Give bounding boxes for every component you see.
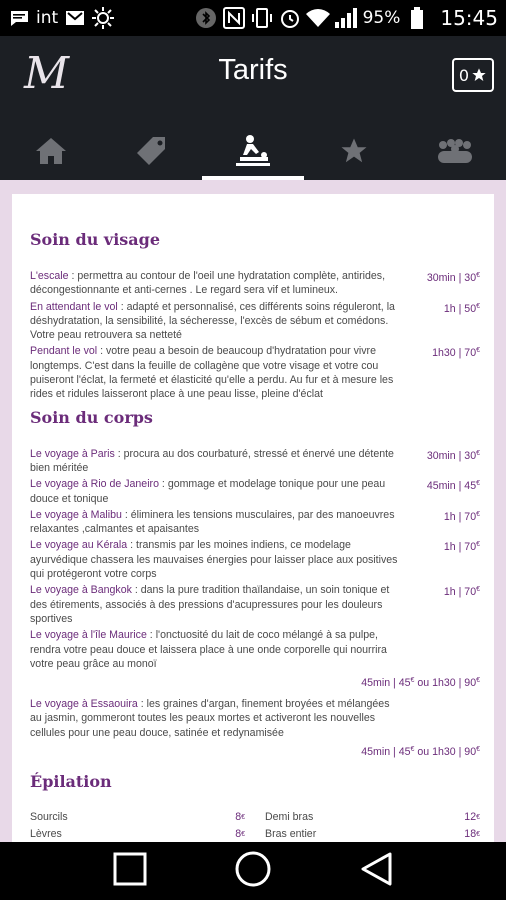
epilation-price: 8€ xyxy=(235,828,245,841)
service-name: Le voyage à Paris xyxy=(30,447,115,460)
section-title-visage: Soin du visage xyxy=(30,230,161,249)
wifi-icon xyxy=(307,7,329,29)
service-item xyxy=(30,269,480,298)
service-name: Pendant le vol xyxy=(30,345,98,358)
service-price: 30min | 30€ xyxy=(426,449,480,462)
content-area[interactable] xyxy=(0,180,506,842)
maurice-price: 45min | 45€ ou 1h30 | 90€ xyxy=(361,677,480,690)
service-desc: : adapté et personnalisé, ces différents soins réguleront, la déshydratation, la sensibilité, la sécheresse, l'excès de sébum et comédons. Votre peau retrouvera sa netteté xyxy=(30,300,395,342)
service-price: 30min | 30€ xyxy=(426,272,480,284)
favorites-button[interactable] xyxy=(452,58,494,92)
massage-icon xyxy=(234,134,272,168)
service-item xyxy=(30,583,480,626)
service-item xyxy=(30,628,480,671)
nfc-icon xyxy=(223,7,245,29)
recents-button[interactable] xyxy=(113,852,147,890)
star-icon xyxy=(338,136,370,166)
service-name: Le voyage à l'île Maurice xyxy=(30,629,147,642)
favorites-count: 0 xyxy=(458,65,470,85)
epilation-label: Lèvres xyxy=(30,828,62,841)
alarm-icon xyxy=(279,7,301,29)
circle-icon xyxy=(234,850,272,888)
system-nav-bar xyxy=(0,842,506,900)
service-item xyxy=(30,447,480,476)
service-name: En attendant le vol xyxy=(30,300,118,313)
service-desc: : les graines d'argan, finement broyées et mélangées au jasmin, gommeront toutes les peaux mortes et activeront les nouvelles cellules pour une peau douce, satinée et redynamisée xyxy=(30,698,390,739)
service-item xyxy=(30,538,480,581)
service-item xyxy=(30,344,480,401)
service-desc: : gommage et modelage tonique pour une peau douce et tonique xyxy=(30,478,386,505)
section-title-corps: Soin du corps xyxy=(30,407,153,427)
service-desc: : dans la pure tradition thaïlandaise, un soin tonique et des étirements, associés à des pressions d'acupressures pour les douleurs sportives xyxy=(30,584,390,625)
epilation-row xyxy=(30,809,245,826)
app-bar xyxy=(0,36,506,180)
service-price: 1h | 70€ xyxy=(443,586,480,599)
status-bar xyxy=(0,0,506,36)
service-item xyxy=(30,697,480,740)
tab-offers[interactable] xyxy=(101,122,202,180)
section-title-epilation: Épilation xyxy=(30,772,112,792)
message-icon xyxy=(8,7,30,29)
battery-label: 95% xyxy=(362,8,401,28)
service-desc: : éliminera les tensions musculaires, par des manoeuvres relaxantes ,calmantes et apaisantes xyxy=(30,508,395,536)
service-desc: : votre peau a besoin de beaucoup d'hydratation pour vivre longtemps. C'est dans la feuille de collagène que votre visage et votre cou puiseront l'éclat, la fermeté et élasticité qu'elle a perdu. Au fur et à mesure les rides et ridules laisseront place à une peau lisse, pleine d'éclat xyxy=(30,345,394,401)
service-desc: : l'onctuosité du lait de coco mélangé à sa pulpe, rendra votre peau douce et laissera place à une onde corporelle qui nourrira votre peau grâce au monoï xyxy=(30,629,387,670)
service-price: 1h30 | 70€ xyxy=(432,347,480,360)
signal-icon xyxy=(335,7,357,29)
page-title: Tarifs xyxy=(218,54,288,86)
back-button[interactable] xyxy=(359,851,393,891)
service-price: 1h | 70€ xyxy=(443,510,480,523)
service-name: Le voyage au Kérala xyxy=(30,539,128,552)
battery-icon xyxy=(406,7,428,29)
epilation-price: 12€ xyxy=(464,811,480,824)
service-price: 45min | 45€ xyxy=(426,480,480,493)
epilation-label: Sourcils xyxy=(30,811,68,824)
tag-icon xyxy=(135,135,169,167)
vibrate-icon xyxy=(251,7,273,29)
epilation-price: 8€ xyxy=(235,811,245,824)
tab-team[interactable] xyxy=(405,122,506,180)
tab-home[interactable] xyxy=(0,122,101,180)
epilation-label: Bras entier xyxy=(265,828,317,841)
service-desc: : procura au dos courbaturé, stressé et énervé une détente bien méritée xyxy=(30,447,394,474)
brightness-icon xyxy=(92,7,114,29)
service-name: Le voyage à Essaouira xyxy=(30,698,138,711)
service-price: 1h | 50€ xyxy=(443,302,480,315)
service-desc: : permettra au contour de l'oeil une hydratation complète, antirides, décongestionnante et anti-cernes . Le regard sera vif et lumineux. xyxy=(30,270,386,297)
home-button[interactable] xyxy=(234,850,272,892)
epilation-row xyxy=(30,826,245,843)
group-icon xyxy=(436,137,474,165)
tab-bar xyxy=(0,122,506,180)
service-name: L'escale xyxy=(30,270,69,282)
epilation-row xyxy=(265,809,480,826)
service-name: Le voyage à Malibu xyxy=(30,508,122,521)
corps-list xyxy=(30,447,480,671)
price-list-card xyxy=(12,194,494,854)
service-item xyxy=(30,477,480,506)
carrier-label: int xyxy=(36,8,59,28)
essaouira-price: 45min | 45€ ou 1h30 | 90€ xyxy=(361,746,480,759)
service-item xyxy=(30,300,480,343)
tab-favorites[interactable] xyxy=(304,122,405,180)
bluetooth-icon xyxy=(195,7,217,29)
home-icon xyxy=(34,136,68,166)
back-triangle-icon xyxy=(359,851,393,887)
epilation-row xyxy=(265,826,480,843)
service-price: 1h | 70€ xyxy=(443,541,480,554)
visage-list xyxy=(30,269,480,402)
clock: 15:45 xyxy=(440,6,498,30)
service-item xyxy=(30,508,480,537)
epilation-label: Demi bras xyxy=(265,811,314,824)
mail-icon xyxy=(64,7,86,29)
tab-tarifs[interactable] xyxy=(202,122,303,180)
app-logo[interactable]: M xyxy=(24,48,70,99)
star-icon xyxy=(471,67,487,83)
epilation-price: 18€ xyxy=(464,828,480,841)
service-desc: : transmis par les moines indiens, ce modelage ayurvédique chassera les mauvaises énergies pour laisser place aux positives qui protégeront votre corps xyxy=(30,539,398,581)
square-icon xyxy=(113,852,147,886)
service-name: Le voyage à Bangkok xyxy=(30,584,132,597)
service-name: Le voyage à Rio de Janeiro xyxy=(30,478,159,491)
